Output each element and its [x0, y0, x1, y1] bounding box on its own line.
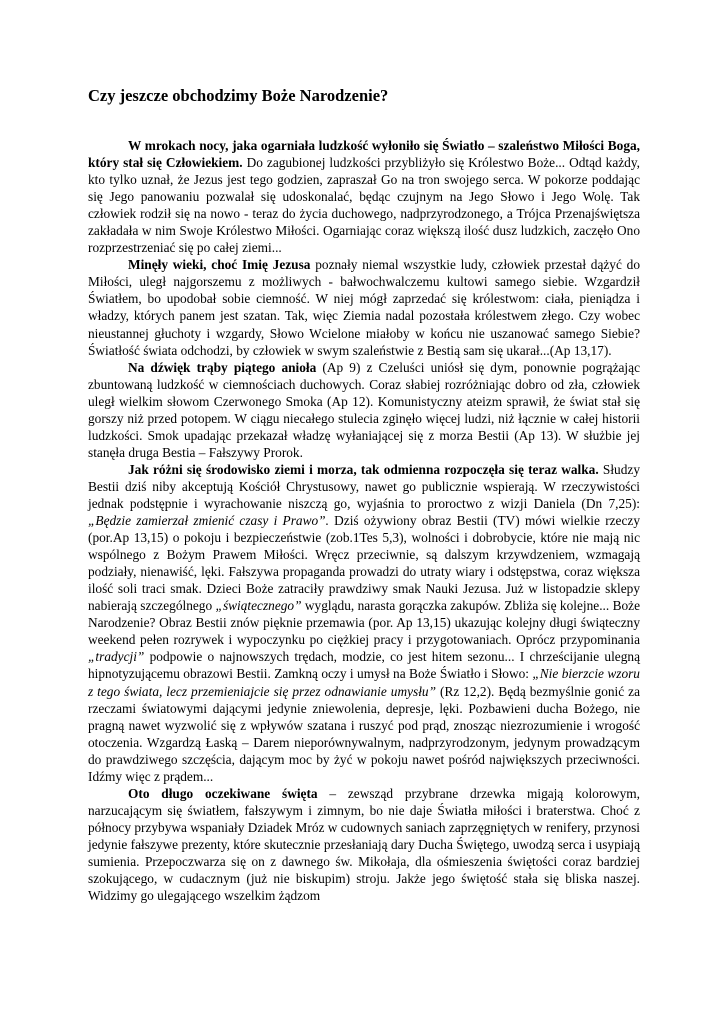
- paragraph-1-text: Do zagubionej ludzkości przybliżyło się Królestwo Boże... Odtąd każdy, kto tylko uznał, że Jezus jest tego godzien, zapraszał Go na tron swojego serca. W pokorze poddając się Jego panowaniu pozwalał się udoskonalać, będąc czujnym na Jego Słowo i Jego Wolę. Tak człowiek rodził się na nowo - teraz do życia duchowego, nadprzyrodzonego, a Trójca Przenajświętsza zakładała w nim Swoje Królestwo Miłości. Ogarniając coraz większą ilość dusz ludzkich, zaczęło Ono rozprzestrzeniać się po całej ziemi...: [88, 155, 640, 256]
- paragraph-4-text-1: Słudzy Bestii dziś niby akceptują Kościół Chrystusowy, nawet go publicznie wspierają. W rzeczywistości jednak podstępnie i wyrachowanie niszczą go, wyjaśnia to proroctwo z wizji Daniela (Dn 7,25):: [88, 461, 640, 511]
- paragraph-3-lead: Na dźwięk trąby piątego anioła: [128, 359, 317, 375]
- paragraph-4-text-5: (Rz 12,2). Będą bezmyślnie gonić za rzeczami światowymi dającymi jedynie zniewolenia, depresje, lęki. Pozbawieni ducha Bożego, nie pragną nawet wyzwolić się z wpływów szatana i ruszyć pod prąd, znosząc niezrozumienie i wrogość otoczenia. Wzgardzą Łaską – Darem nieporównywalnym, nadprzyrodzonym, jedynym prowadzącym do prawdziwego szczęścia, dającym moc by żyć w pokoju nawet pośród największych przeciwności. Idźmy więc z prądem...: [88, 683, 640, 784]
- paragraph-4-text-2: Dziś ożywiony obraz Bestii (TV) mówi wielkie rzeczy (por.Ap 13,15) o pokoju i bezpieczeństwie (zob.1Tes 5,3), wolności i dobrobycie, które nie mają nic wspólnego z Bożym Prawem Miłości. Wręcz przeciwnie, są dalszym krzywdzeniem, wzmagają podziały, nienawiść, lęki. Fałszywa propaganda prowadzi do utraty wiary i odstępstwa, coraz większa ilość soli traci smak. Dzieci Boże zatraciły prawdziwy smak Nauki Jezusa. Już w listopadzie sklepy nabierają szczególnego: [88, 513, 640, 614]
- romans-quote: „Nie bierzcie wzoru z tego świata, lecz przemieniajcie się przez odnawianie umysłu”: [88, 666, 640, 699]
- paragraph-3-text: (Ap 9) z Czeluści uniósł się dym, ponownie pogrążając zbuntowaną ludzkość w ciemnościach duchowych. Coraz słabiej rozróżniając dobro od zła, człowiek uległ wielkim słowom Czerwonego Smoka (Ap 12). Komunistyczny ateizm sprawił, że świat stał się gorszy niż przed potopem. W ciągu niecałego stulecia zginęło więcej ludzi, niż łącznie w całej historii ludzkości. Smok upadając przekazał władzę wyłaniającej się z morza Bestii (Ap 13). W służbie jej stanęła druga Bestia – Fałszywy Prorok.: [88, 359, 640, 460]
- paragraph-5: [88, 785, 640, 904]
- festive-quote: „świątecznego”: [215, 598, 302, 614]
- paragraph-4-text-4: podpowie o najnowszych trędach, modzie, co jest hitem sezonu... I chrześcijanie ulegną hipnotyzującemu obrazowi Bestii. Zamkną oczy i umysł na Boże Światło i Słowo:: [88, 649, 640, 682]
- paragraph-4-text-3: wyglądu, narasta gorączka zakupów. Zbliża się kolejne... Boże Narodzenie? Obraz Bestii znów pięknie przemawia (por. Ap 13,15) ukazując kolejny długi świąteczny weekend pełen rozrywek i wypoczynku po ciężkiej pracy i przygotowaniach. Oprócz przypominania: [88, 598, 641, 648]
- paragraph-1-lead: W mrokach nocy, jaka ogarniała ludzkość wyłoniło się Światło – szaleństwo Miłości Boga, który stał się Człowiekiem.: [88, 138, 640, 171]
- paragraph-2: [88, 256, 640, 358]
- document-title: Czy jeszcze obchodzimy Boże Narodzenie?: [88, 86, 389, 105]
- paragraph-5-text: – zewsząd przybrane drzewka migają kolorowym, narzucającym się światłem, fałszywym i zimnym, bo nie daje Światła miłości i braterstwa. Choć z północy przybywa wspaniały Dziadek Mróz w cudownych saniach zaprzęgniętych w renifery, przynosi jedynie fałszywe prezenty, które skutecznie przesłaniają dary Ducha Świętego, uwodzą serca i usypiają sumienia. Przepoczwarza się on z dawnego św. Mikołaja, dla ośmieszenia świętości coraz bardziej szokującego, w cudacznym (już nie biskupim) stroju. Jakże jego świętość stała się bliska naszej. Widzimy go ulegającego wszelkim żądzom: [88, 785, 640, 904]
- paragraph-4-lead: Jak różni się środowisko ziemi i morza, tak odmienna rozpoczęła się teraz walka.: [128, 461, 599, 477]
- article-body: [88, 137, 640, 904]
- daniel-quote: „Będzie zamierzał zmienić czasy i Prawo”.: [88, 513, 329, 529]
- tradition-quote: „tradycji”: [88, 649, 145, 665]
- paragraph-5-lead: Oto długo oczekiwane święta: [128, 785, 318, 801]
- paragraph-1: [88, 137, 640, 256]
- paragraph-2-lead: Minęły wieki, choć Imię Jezusa: [128, 257, 311, 273]
- paragraph-3: [88, 359, 640, 461]
- paragraph-4: [88, 461, 640, 785]
- paragraph-2-text: poznały niemal wszystkie ludy, człowiek przestał dążyć do Miłości, uległ najgorszemu z możliwych - bałwochwalczemu kultowi samego siebie. Wzgardził Światłem, bo upodobał sobie ciemność. W niej mógł zaprzedać się królestwom: ciała, pieniądza i władzy, których panem jest szatan. Tak, więc Ziemia nadal pozostała królestwem złego. Czy wobec nieustannej głuchoty i wzgardy, Słowo Wcielone miałoby w końcu nie uszanować samego Siebie? Światłość świata odchodzi, by człowiek w swym szaleństwie z Bestią sam się ukarał...(Ap 13,17).: [88, 257, 640, 358]
- document-page: [88, 86, 640, 904]
